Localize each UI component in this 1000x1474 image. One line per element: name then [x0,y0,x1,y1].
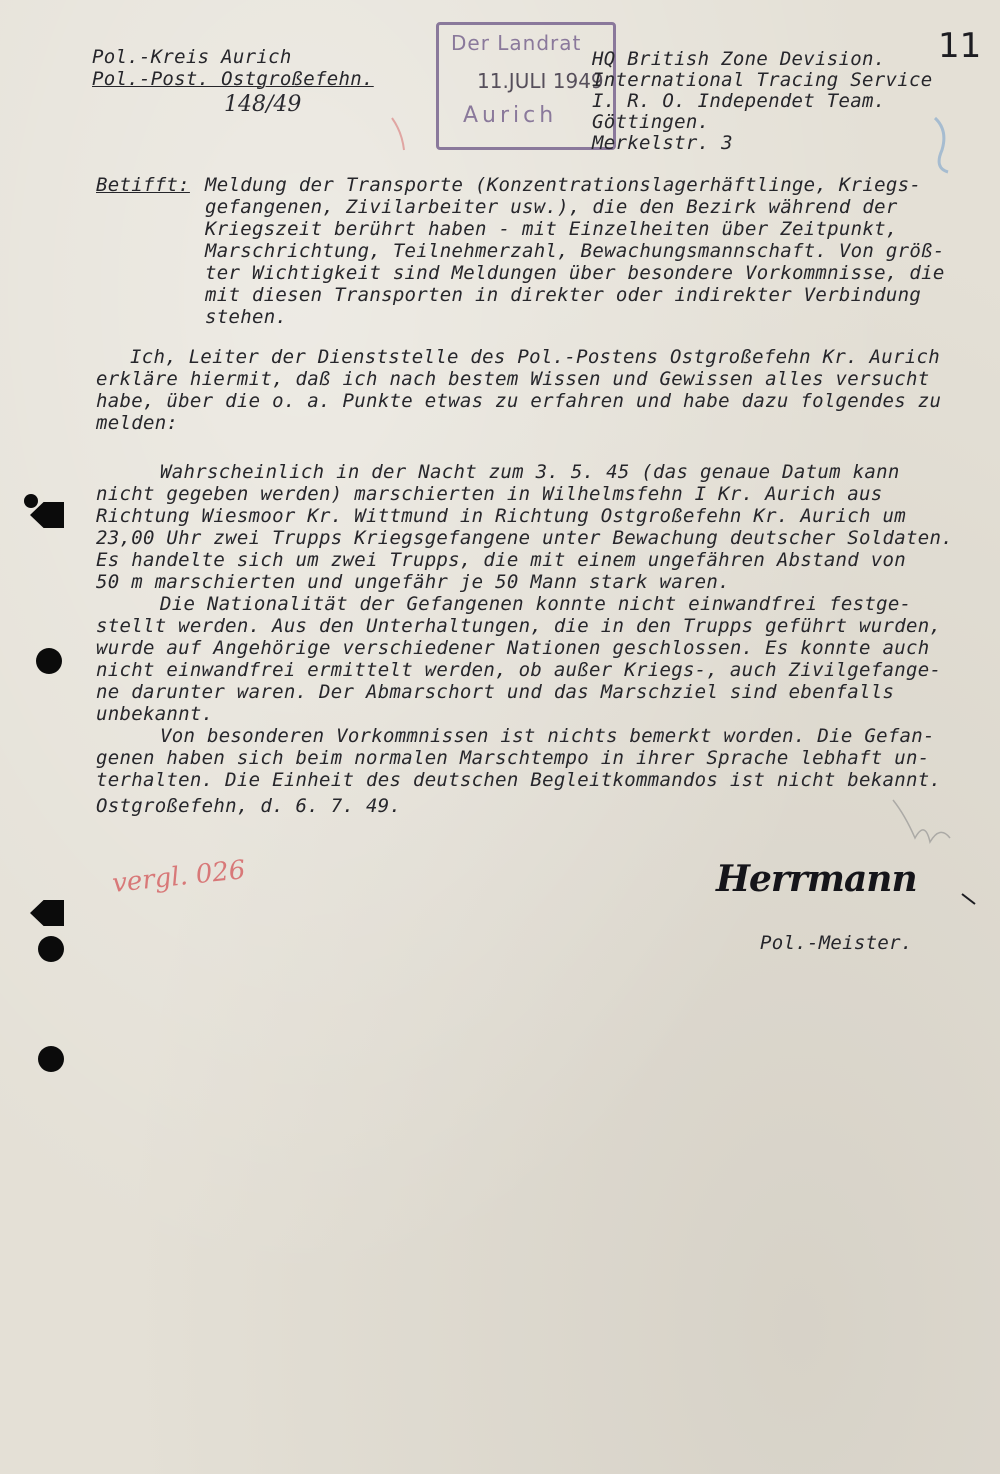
body-line: Wahrscheinlich in der Nacht zum 3. 5. 45 (das genaue Datum kann [160,461,900,483]
intro-line: melden: [96,412,179,434]
intro-line: erkläre hiermit, daß ich nach bestem Wissen und Gewissen alles versucht [96,368,930,390]
subject-label: Betifft: [96,174,190,196]
subject-line: ter Wichtigkeit sind Meldungen über besondere Vorkommnisse, die [205,262,945,284]
punch-hole [24,494,38,508]
body-line: Von besonderen Vorkommnissen ist nichts bemerkt worden. Die Gefan- [160,725,935,747]
subject-line: gefangenen, Zivilarbeiter usw.), die den Bezirk während der [205,196,898,218]
body-line: unbekannt. [96,703,214,725]
subject-line: Marschrichtung, Teilnehmerzahl, Bewachungsmannschaft. Von größ- [205,240,945,262]
body-line: terhalten. Die Einheit des deutschen Begleitkommandos ist nicht bekannt. [96,769,942,791]
recipient-line-5: Merkelstr. 3 [592,132,733,154]
subject-line: mit diesen Transporten in direkter oder indirekter Verbindung [205,284,922,306]
subject-line: stehen. [205,306,288,328]
body-line: genen haben sich beim normalen Marschtempo in ihrer Sprache lebhaft un- [96,747,930,769]
body-line: 50 m marschierten und ungefähr je 50 Mann stark waren. [96,571,730,593]
punch-hole [38,1046,64,1072]
intro-line: Ich, Leiter der Dienststelle des Pol.-Postens Ostgroßefehn Kr. Aurich [130,346,940,368]
body-line: stellt werden. Aus den Unterhaltungen, die in den Trupps geführt wurden, [96,615,942,637]
body-line: wurde auf Angehörige verschiedener Nationen geschlossen. Es konnte auch [96,637,930,659]
body-line: nicht gegeben werden) marschierten in Wilhelmsfehn I Kr. Aurich aus [96,483,883,505]
sender-line-2: Pol.-Post. Ostgroßefehn. [92,68,374,90]
page-number: 11 [938,26,982,66]
body-line: Richtung Wiesmoor Kr. Wittmund in Richtung Ostgroßefehn Kr. Aurich um [96,505,906,527]
subject-line: Meldung der Transporte (Konzentrationslagerhäftlinge, Kriegs- [205,174,922,196]
body-line: nicht einwandfrei ermittelt werden, ob außer Kriegs-, auch Zivilgefange- [96,659,942,681]
body-line: Die Nationalität der Gefangenen konnte nicht einwandfrei festge- [160,593,912,615]
stamp-place: Aurich [463,103,558,128]
margin-note: vergl. 026 [110,855,247,899]
stamp-date: 11.JULI 1949 [477,69,604,93]
recipient-line-3: I. R. O. Independet Team. [592,90,886,112]
sender-line-1: Pol.-Kreis Aurich [92,46,292,68]
body-line: 23,00 Uhr zwei Trupps Kriegsgefangene unter Bewachung deutscher Soldaten. [96,527,953,549]
recipient-line-2: International Tracing Service [592,69,933,91]
signature: Herrmann [716,858,917,900]
body-line: Es handelte sich um zwei Trupps, die mit einem ungefähren Abstand von [96,549,906,571]
place-date: Ostgroßefehn, d. 6. 7. 49. [96,795,402,817]
punch-hole [36,648,62,674]
body-line: ne darunter waren. Der Abmarschort und das Marschziel sind ebenfalls [96,681,895,703]
recipient-line-4: Göttingen. [592,111,710,133]
punch-hole [38,936,64,962]
file-number: 148/49 [224,92,302,117]
subject-line: Kriegszeit berührt haben - mit Einzelheiten über Zeitpunkt, [205,218,898,240]
stamp-title: Der Landrat [451,31,582,55]
intro-line: habe, über die o. a. Punkte etwas zu erfahren und habe dazu folgendes zu [96,390,942,412]
signer-rank: Pol.-Meister. [760,932,913,954]
recipient-line-1: HQ British Zone Devision. [592,48,886,70]
